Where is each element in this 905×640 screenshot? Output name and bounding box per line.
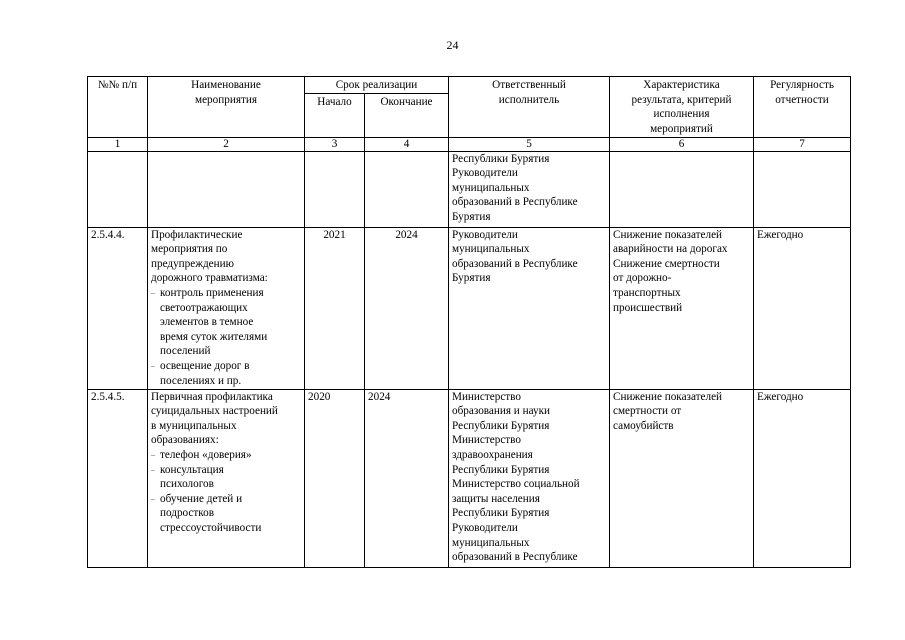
column-number: 3: [305, 137, 365, 151]
header-reporting: Регулярность отчетности: [754, 77, 851, 138]
reporting-frequency: [754, 151, 851, 227]
dash-bullet-icon: –: [151, 449, 155, 459]
reporting-frequency: Ежегодно: [754, 389, 851, 567]
column-number: 2: [148, 137, 305, 151]
responsible-executor: Республики Бурятия Руководители муниципальных образований в Республике Бурятия: [449, 151, 610, 227]
measure-name: Первичная профилактика суицидальных настроений в муниципальных образованиях: – телефон «доверия» – консультация психологов – обучение детей и подростков стрессоустойчивости: [148, 389, 305, 567]
header-name: Наименование мероприятия: [148, 77, 305, 138]
end-year: 2024: [365, 227, 449, 389]
measure-name: [148, 151, 305, 227]
result-criteria: Снижение показателей аварийности на дорогах Снижение смертности от дорожно- транспортных происшествий: [610, 227, 754, 389]
list-item: – контроль применения светоотражающих элементов в темное время суток жителями поселений: [151, 286, 268, 358]
table-row: [88, 389, 851, 567]
dash-bullet-icon: –: [151, 493, 155, 503]
column-number: 1: [88, 137, 148, 151]
end-year: 2024: [365, 389, 449, 567]
row-number: 2.5.4.5.: [88, 389, 148, 567]
column-number: 5: [449, 137, 610, 151]
header-responsible: Ответственный исполнитель: [449, 77, 610, 138]
table-row: [88, 151, 851, 227]
start-year: [305, 151, 365, 227]
table-row: [88, 227, 851, 389]
column-numbers-row: [88, 137, 851, 151]
column-number: 4: [365, 137, 449, 151]
header-period: Срок реализации: [305, 77, 449, 94]
measure-bullet-list: [151, 448, 301, 536]
list-item: – консультация психологов: [151, 463, 224, 491]
end-year: [365, 151, 449, 227]
header-result: Характеристика результата, критерий исполнения мероприятий: [610, 77, 754, 138]
result-criteria: [610, 151, 754, 227]
column-number: 7: [754, 137, 851, 151]
reporting-frequency: Ежегодно: [754, 227, 851, 389]
start-year: 2021: [305, 227, 365, 389]
dash-bullet-icon: –: [151, 287, 155, 297]
measure-bullet-list: [151, 286, 301, 388]
header-num: №№ п/п: [88, 77, 148, 138]
responsible-executor: Руководители муниципальных образований в Республике Бурятия: [449, 227, 610, 389]
page-number: 24: [446, 38, 459, 52]
header-start: Начало: [305, 93, 365, 137]
column-number: 6: [610, 137, 754, 151]
list-item: – обучение детей и подростков стрессоустойчивости: [151, 492, 262, 534]
row-number: 2.5.4.4.: [88, 227, 148, 389]
result-criteria: Снижение показателей смертности от самоубийств: [610, 389, 754, 567]
dash-bullet-icon: –: [151, 360, 155, 370]
row-number: [88, 151, 148, 227]
start-year: 2020: [305, 389, 365, 567]
dash-bullet-icon: –: [151, 464, 155, 474]
measure-name: Профилактические мероприятия по предупреждению дорожного травматизма: – контроль применения светоотражающих элементов в темное время суток жителями поселений – освещение дорог в поселениях и пр.: [148, 227, 305, 389]
measures-table: [87, 76, 851, 568]
list-item: – освещение дорог в поселениях и пр.: [151, 359, 250, 387]
responsible-executor: Министерство образования и науки Республики Бурятия Министерство здравоохранения Республики Бурятия Министерство социальной защиты населения Республики Бурятия Руководители муниципальных образований в Республике: [449, 389, 610, 567]
header-end: Окончание: [365, 93, 449, 137]
list-item: – телефон «доверия»: [151, 448, 252, 461]
